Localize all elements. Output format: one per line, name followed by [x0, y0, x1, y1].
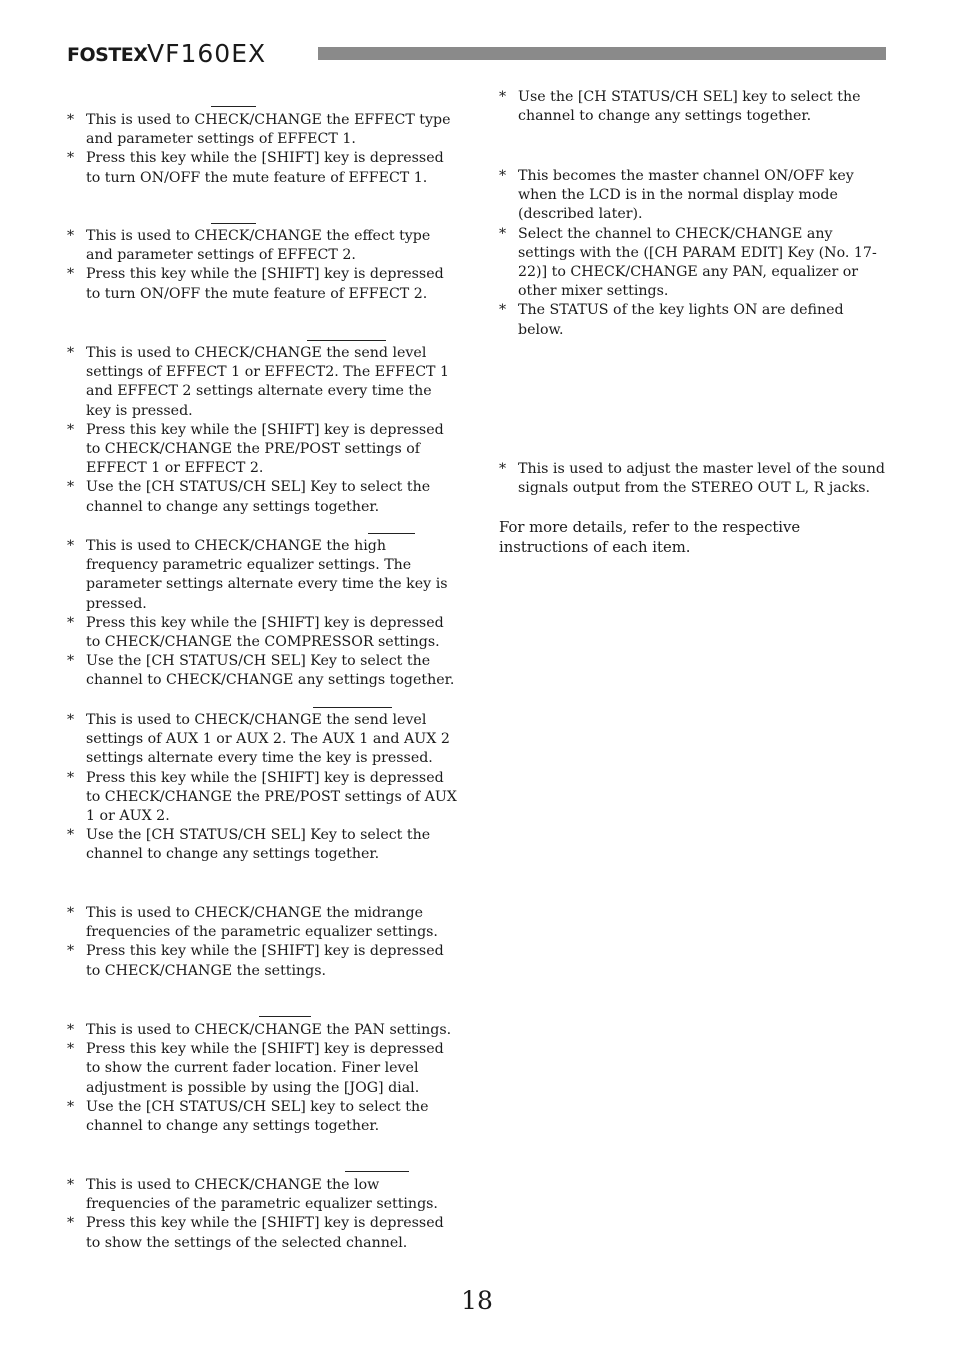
- header-bar: [318, 47, 886, 60]
- bullet-marker: *: [499, 461, 507, 477]
- eq-mid-section: [67, 904, 459, 981]
- bullet-marker: *: [67, 712, 75, 728]
- bullet-item: * Press this key while the [SHIFT] key is depressed to turn ON/OFF the mute feature of EFFECT 2.: [67, 266, 444, 302]
- bullet-item: * This is used to CHECK/CHANGE the EFFECT type and parameter settings of EFFECT 1.: [67, 112, 451, 148]
- aux-send-section: [67, 711, 459, 865]
- bullet-item: * This is used to adjust the master level of the sound signals output from the STEREO OUT L, R jacks.: [499, 461, 885, 497]
- bullet-item: * This is used to CHECK/CHANGE the send level settings of AUX 1 or AUX 2. The AUX 1 and AUX 2 settings alternate every time the key is pressed.: [67, 712, 450, 767]
- eq-high-section: [67, 537, 459, 691]
- more-details-paragraph: For more details, refer to the respective instructions of each item.: [499, 519, 801, 556]
- bullet-marker: *: [67, 943, 75, 960]
- bullet-item: * Press this key while the [SHIFT] key is depressed to CHECK/CHANGE the PRE/POST settings of AUX 1 or AUX 2.: [67, 769, 457, 825]
- bullet-item: * The STATUS of the key lights ON are defined below.: [499, 302, 844, 338]
- bullet-marker: *: [67, 266, 75, 283]
- bullet-item: * This is used to CHECK/CHANGE the midrange frequencies of the parametric equalizer settings.: [67, 905, 438, 941]
- bullet-item: * Select the channel to CHECK/CHANGE any settings with the ([CH PARAM EDIT] Key (No. 17-22)] to CHECK/CHANGE any PAN, equalizer or other mixer settings.: [499, 225, 877, 300]
- bullet-item: * Press this key while the [SHIFT] key is depressed to show the current fader location. Finer level adjustment is possible by using the [JOG] dial.: [67, 1041, 444, 1096]
- bullet-marker: *: [67, 1215, 75, 1232]
- bullet-item: * This is used to CHECK/CHANGE the low frequencies of the parametric equalizer settings.: [67, 1177, 438, 1213]
- model-logo: VF160EX: [147, 39, 267, 68]
- fostex-logo: FOSTEX: [67, 44, 148, 66]
- eq-low-section: [67, 1176, 459, 1253]
- effect-send-section: [67, 344, 459, 517]
- pan-section: [67, 1021, 459, 1136]
- bullet-marker: *: [67, 228, 75, 244]
- bullet-marker: *: [67, 1022, 75, 1038]
- bullet-item: * Press this key while the [SHIFT] key is depressed to CHECK/CHANGE the COMPRESSOR settings.: [67, 614, 444, 651]
- bullet-item: * This is used to CHECK/CHANGE the PAN settings.: [67, 1021, 459, 1040]
- bullet-item: * Use the [CH STATUS/CH SEL] Key to select the channel to change any settings together.: [67, 827, 431, 863]
- effect2-section: [67, 227, 459, 304]
- bullet-item: * Use the [CH STATUS/CH SEL] key to select the channel to change any settings together.: [499, 89, 861, 125]
- bullet-marker: *: [67, 1177, 75, 1193]
- bullet-marker: *: [67, 827, 75, 844]
- heading-rule: [307, 340, 386, 341]
- master-level-section: [499, 460, 891, 498]
- heading-rule: [368, 533, 415, 534]
- master-channel-section: [499, 167, 891, 340]
- bullet-marker: *: [67, 1041, 75, 1058]
- heading-rule: [313, 707, 392, 708]
- bullet-marker: *: [499, 225, 507, 242]
- bullet-marker: *: [499, 168, 507, 184]
- ch-sel-section: [499, 88, 891, 126]
- bullet-marker: *: [499, 89, 507, 105]
- bullet-item: * Press this key while the [SHIFT] key is depressed to show the settings of the selected channel.: [67, 1215, 444, 1251]
- bullet-marker: *: [67, 479, 75, 496]
- bullet-marker: *: [67, 905, 75, 921]
- bullet-marker: *: [67, 1098, 75, 1115]
- bullet-marker: *: [67, 769, 75, 786]
- bullet-item: * This is used to CHECK/CHANGE the send level settings of EFFECT 1 or EFFECT2. The EFFECT 1 and EFFECT 2 settings alternate every time the key is pressed.: [67, 345, 450, 419]
- heading-rule: [345, 1171, 409, 1172]
- bullet-item: * Press this key while the [SHIFT] key is depressed to CHECK/CHANGE the PRE/POST settings of EFFECT 1 or EFFECT 2.: [67, 421, 444, 477]
- page-header: [67, 39, 886, 68]
- bullet-marker: *: [67, 653, 75, 670]
- heading-rule: [211, 106, 256, 107]
- effect1-section: [67, 111, 459, 188]
- bullet-marker: *: [67, 538, 75, 554]
- bullet-item: * Press this key while the [SHIFT] key is depressed to turn ON/OFF the mute feature of EFFECT 1.: [67, 150, 444, 186]
- bullet-item: * This becomes the master channel ON/OFF key when the LCD is in the normal display mode (described later).: [499, 168, 854, 223]
- bullet-marker: *: [67, 112, 75, 128]
- heading-rule: [259, 1016, 311, 1017]
- bullet-marker: *: [67, 614, 75, 631]
- bullet-marker: *: [499, 302, 507, 319]
- bullet-item: * Use the [CH STATUS/CH SEL] Key to select the channel to CHECK/CHANGE any settings together.: [67, 653, 455, 689]
- bullet-item: * Use the [CH STATUS/CH SEL] Key to select the channel to change any settings together.: [67, 479, 431, 515]
- bullet-item: * This is used to CHECK/CHANGE the high frequency parametric equalizer settings. The parameter settings alternate every time the key is pressed.: [67, 538, 448, 612]
- heading-rule: [211, 223, 256, 224]
- bullet-marker: *: [67, 150, 75, 167]
- bullet-item: * Use the [CH STATUS/CH SEL] key to select the channel to change any settings together.: [67, 1098, 429, 1135]
- page-number: 18: [461, 1286, 493, 1315]
- bullet-item: * Press this key while the [SHIFT] key is depressed to CHECK/CHANGE the settings.: [67, 943, 444, 979]
- bullet-item: * This is used to CHECK/CHANGE the effect type and parameter settings of EFFECT 2.: [67, 228, 431, 264]
- bullet-marker: *: [67, 421, 75, 438]
- bullet-marker: *: [67, 345, 75, 361]
